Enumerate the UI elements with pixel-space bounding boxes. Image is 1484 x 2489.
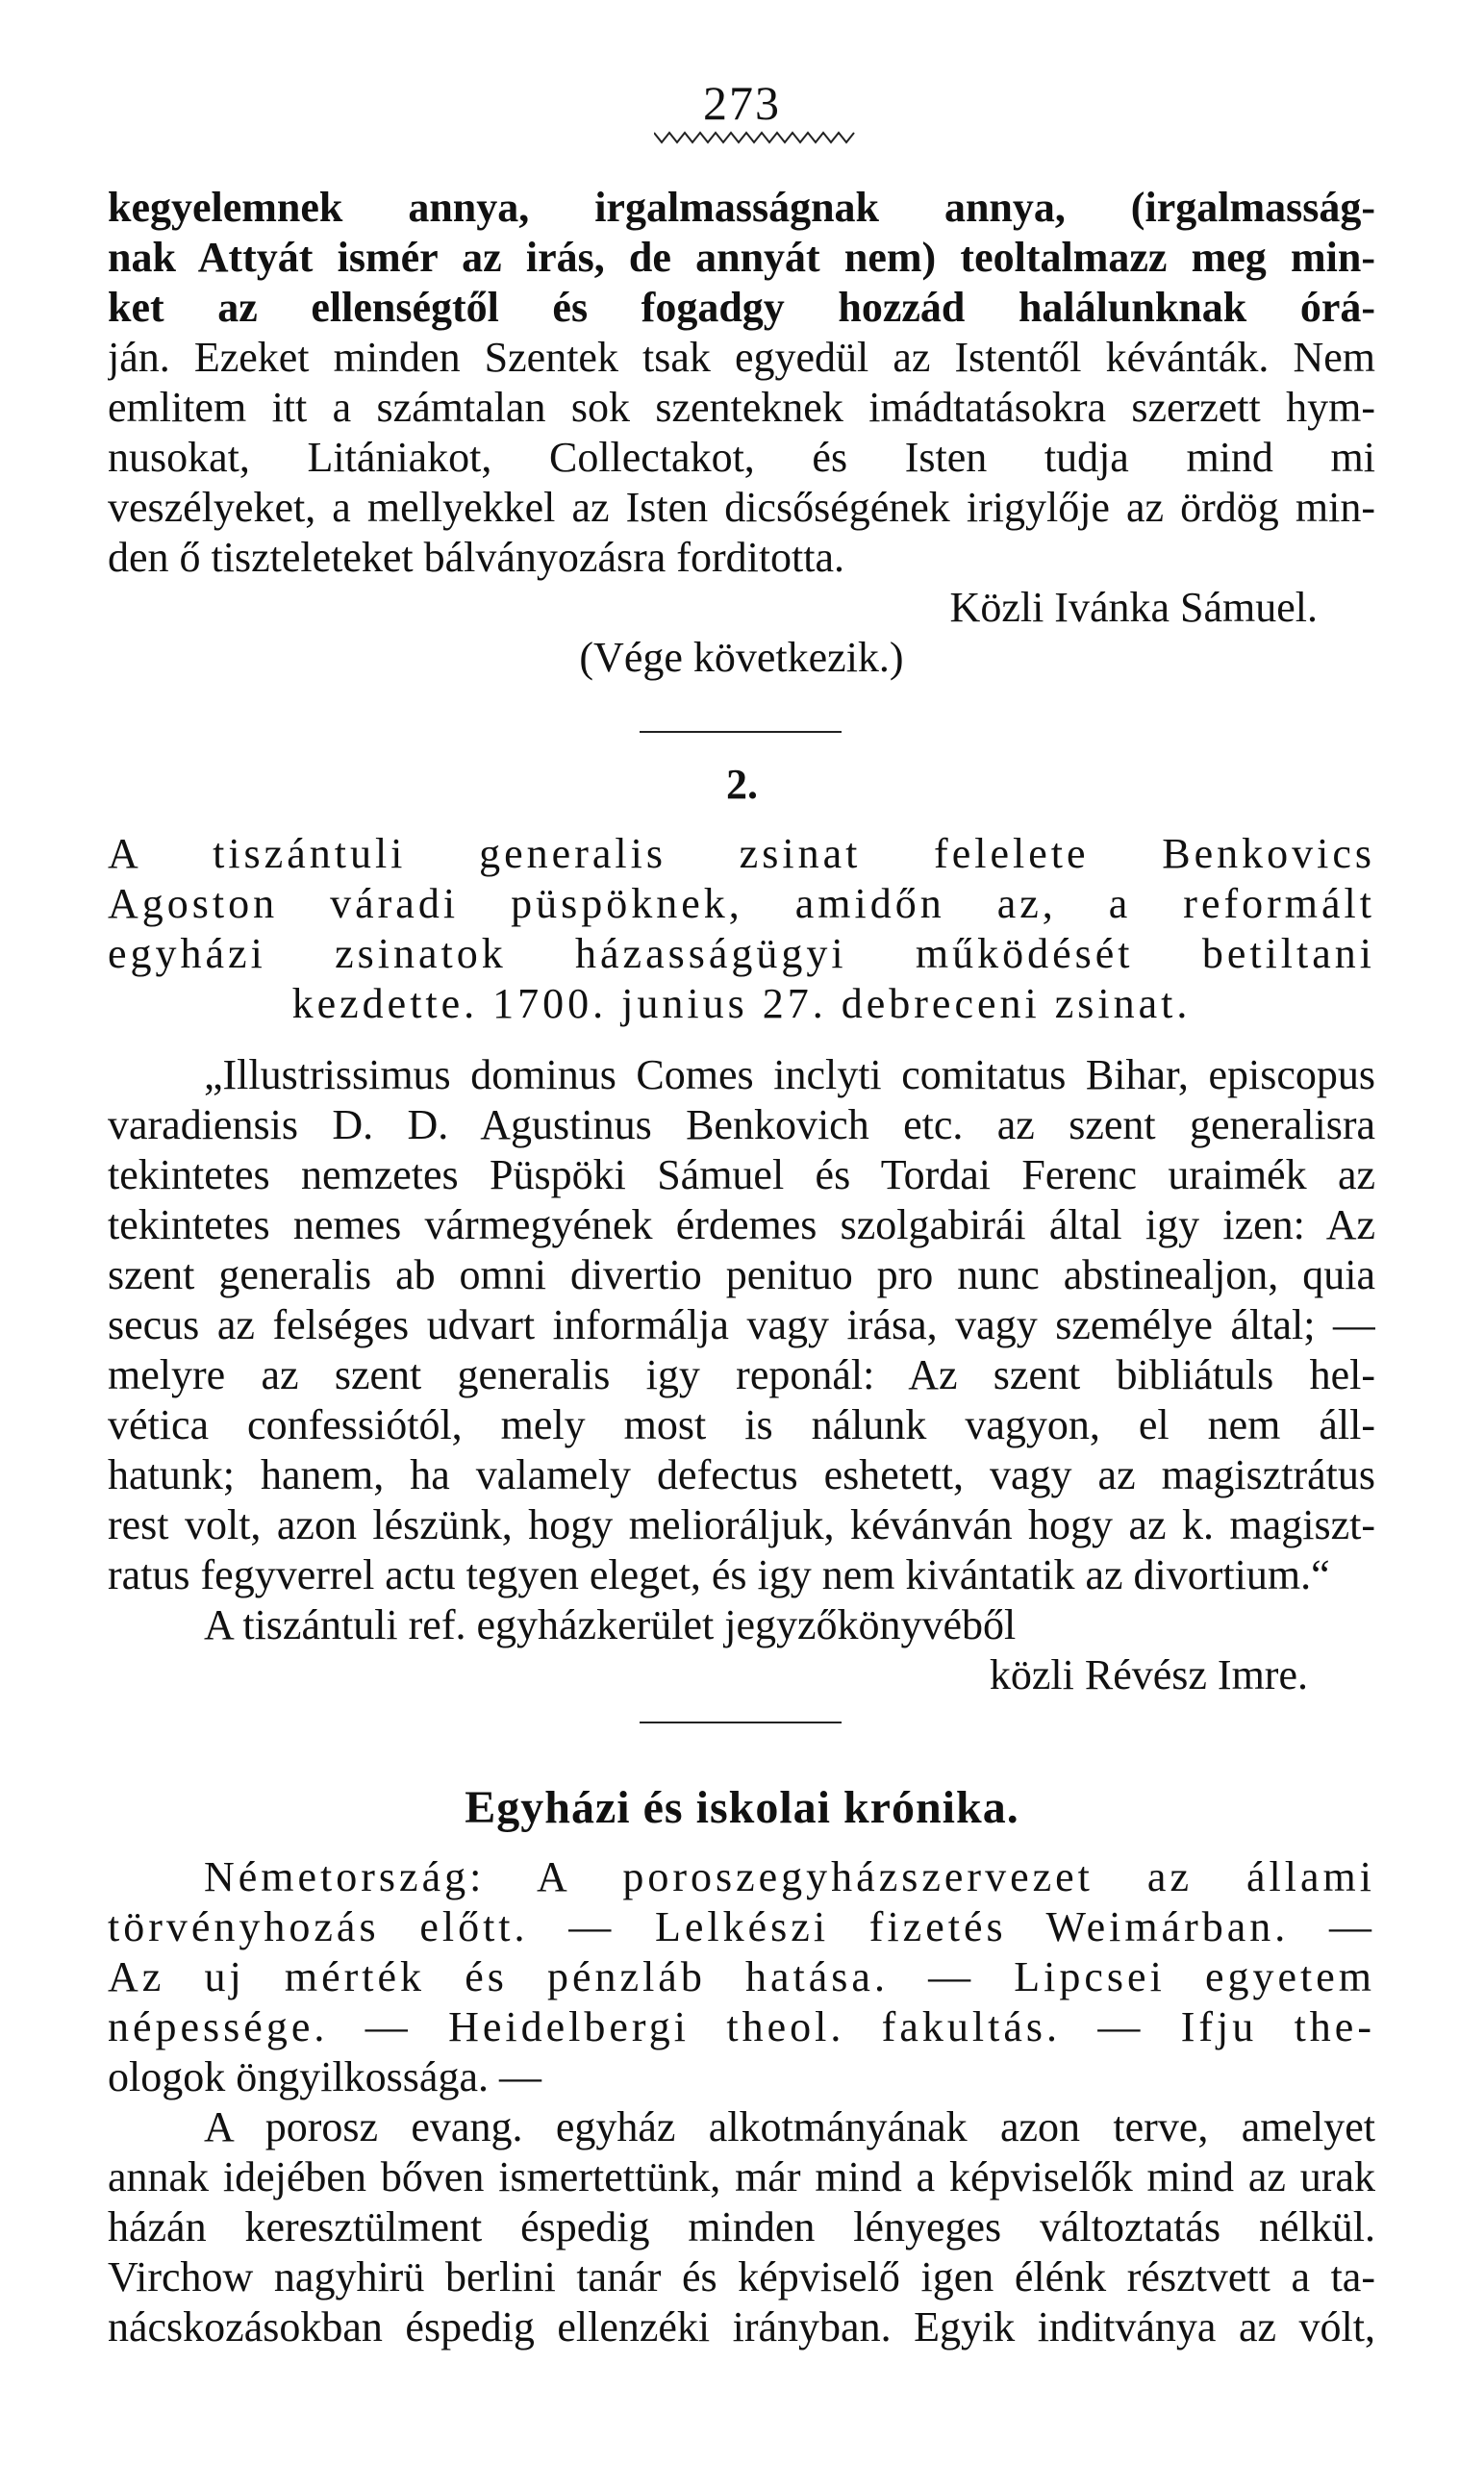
section-divider [640, 1722, 842, 1723]
title-line: egyházi zsinatok házasságügyi működését betiltani [108, 930, 1375, 977]
title-line: A tiszántuli generalis zsinat felelete Benkovics [108, 830, 1375, 877]
continued-note: (Vége következik.) [579, 634, 904, 681]
text-line: emlitem itt a számtalan sok szenteknek imádtatásokra szerzett hym- [108, 384, 1375, 431]
text-line: ratus fegyverrel actu tegyen eleget, és igy nem kivántatik az divortium.“ [108, 1551, 1330, 1598]
signature-ivanka: Közli Ivánka Sámuel. [949, 584, 1318, 631]
text-line: nácskozásokban éspedig ellenzéki irányban. Egyik inditványa az vólt, [108, 2303, 1375, 2351]
summary-line: ologok öngyilkossága. — [108, 2053, 541, 2100]
text-line: veszélyeket, a mellyekkel az Isten dicsőségének irigylője az ördög min- [108, 484, 1375, 531]
section-number: 2. [726, 761, 758, 808]
chronicle-heading: Egyházi és iskolai krónika. [465, 1782, 1019, 1833]
summary-line: Németország: A poroszegyházszervezet az állami [204, 1853, 1375, 1900]
text-line: den ő tiszteleteket bálványozásra forditotta. [108, 534, 845, 581]
text-line: Virchow nagyhirü berlini tanár és képviselő igen élénk résztvett a ta- [108, 2253, 1375, 2300]
paragraph-1 [108, 183, 1375, 683]
chronicle-summary [108, 1852, 1375, 2102]
summary-line: Az uj mérték és pénzláb hatása. — Lipcsei egyetem [108, 1953, 1375, 2000]
text-line: „Illustrissimus dominus Comes inclyti comitatus Bihar, episcopus [204, 1051, 1375, 1098]
text-line: házán keresztülment éspedig minden lényeges változtatás nélkül. [108, 2203, 1375, 2250]
text-line: ket az ellenségtől és fogadgy hozzád halálunknak órá- [108, 284, 1375, 331]
text-line: A porosz evang. egyház alkotmányának azon terve, amelyet [204, 2103, 1375, 2150]
text-line: annak idejében bőven ismertettünk, már mind a képviselők mind az urak [108, 2153, 1375, 2200]
text-line: ján. Ezeket minden Szentek tsak egyedül az Istentől kévánták. Nem [108, 334, 1375, 381]
text-line: rest volt, azon lészünk, hogy meliorálјuk, kévánván hogy az k. magiszt- [108, 1501, 1375, 1548]
title-line: Agoston váradi püspöknek, amidőn az, a reformált [108, 880, 1375, 927]
section-title [108, 829, 1375, 1029]
paragraph-2 [108, 1050, 1375, 1700]
text-line: tekintetes nemzetes Püspöki Sámuel és Tordai Ferenc uraimék az [108, 1151, 1375, 1198]
chronicle-body [108, 2102, 1375, 2352]
text-line: secus az felséges udvart informálja vagy irása, vagy személye által; — [108, 1301, 1375, 1348]
section-divider [640, 731, 842, 733]
text-line: hatunk; hanem, ha valamely defectus eshetett, vagy az magisztrátus [108, 1451, 1375, 1498]
text-line: tekintetes nemes vármegyének érdemes szolgabirái által igy izen: Az [108, 1201, 1375, 1248]
title-line: kezdette. 1700. junius 27. debreceni zsinat. [291, 980, 1192, 1027]
signature-revesz: közli Révész Imre. [989, 1651, 1308, 1698]
text-line: kegyelemnek annya, irgalmasságnak annya, (irgalmasság- [108, 184, 1375, 231]
summary-line: népessége. — Heidelbergi theol. fakultás. — Ifju the- [108, 2003, 1375, 2050]
text-line: nusokat, Litániakot, Collectakot, és Isten tudja mind mi [108, 434, 1375, 481]
text-line: melyre az szent generalis igy reponál: Az szent bibliátuls hel- [108, 1351, 1375, 1398]
text-line: varadiensis D. D. Agustinus Benkovich etc. az szent generalisra [108, 1101, 1375, 1148]
text-line: vética confessiótól, mely most is nálunk vagyon, el nem áll- [108, 1401, 1375, 1448]
text-line: szent generalis ab omni divertio penituo pro nunc abstinealjon, quia [108, 1251, 1375, 1298]
source-note: A tiszántuli ref. egyházkerület jegyzőkönyvéből [204, 1601, 1017, 1648]
page-number: 273 [703, 76, 781, 130]
summary-line: törvényhozás előtt. — Lelkészi fizetés Weimárban. — [108, 1903, 1375, 1950]
text-line: nak Attyát ismér az irás, de annyát nem) teoltalmazz meg min- [108, 234, 1375, 281]
page-number-ornament [654, 131, 856, 144]
